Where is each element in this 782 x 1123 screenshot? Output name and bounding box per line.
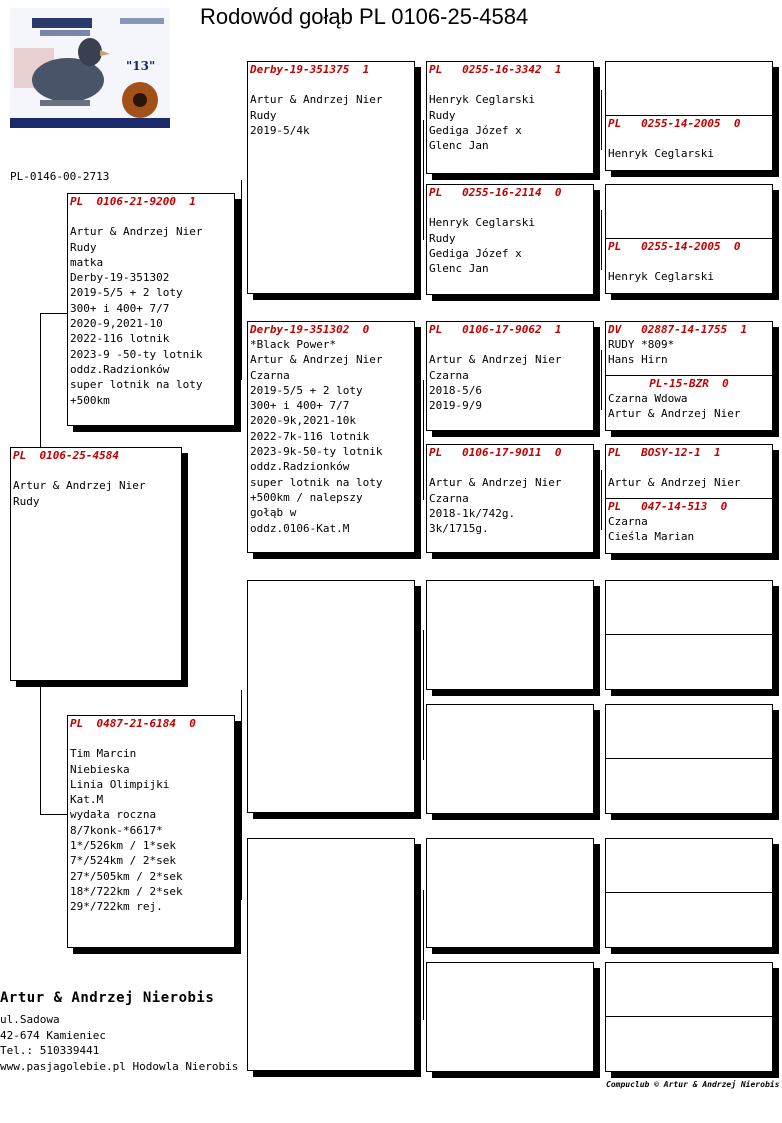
ring-number: PL-15-BZR 0 — [649, 377, 729, 390]
gen4-box[interactable] — [605, 61, 773, 117]
gen4-box[interactable] — [605, 321, 773, 377]
ring-number: PL 047-14-513 0 — [608, 500, 728, 513]
pigeon-details: *Black Power* Artur & Andrzej Nier Czarna 2019-5/5 + 2 loty 300+ i 400+ 7/7 2020-9k,2021-10k 2022-7k-116 lotnik 2023-9k-50-ty lotnik oddz.Radzionków super lotnik na loty +500km / nalepszy gołąb w oddz.0106-Kat.M — [250, 338, 383, 535]
ring-number — [606, 185, 772, 186]
connector-line — [601, 470, 602, 530]
owner-info — [0, 990, 238, 1074]
ring-number: PL 0255-14-2005 0 — [608, 117, 741, 130]
ggp-sss-box[interactable] — [426, 61, 594, 174]
ring-number: PL 0255-16-3342 1 — [429, 63, 562, 76]
dam-sire-box[interactable] — [247, 580, 415, 813]
ring-number: PL 0106-17-9011 0 — [429, 446, 562, 459]
dam-box[interactable] — [67, 715, 235, 948]
connector-line — [40, 313, 68, 314]
ring-number: PL 0106-21-9200 1 — [70, 195, 196, 208]
connector-line — [423, 120, 424, 240]
gen4-empty-box[interactable] — [605, 634, 773, 690]
dam-dam-box[interactable] — [247, 838, 415, 1071]
owner-street: ul.Sadowa — [0, 1013, 60, 1026]
ring-number: PL 0255-16-2114 0 — [429, 186, 562, 199]
connector-line — [601, 210, 602, 270]
pigeon-details: Tim Marcin Niebieska Linia Olimpijki Kat.M wydała roczna 8/7konk-*6617* 1*/526km / 1*sek 7*/524km / 2*sek 27*/505km / 2*sek 18*/722km / 2*sek 29*/722km rej. — [70, 747, 183, 914]
pigeon-details: Artur & Andrzej Nier — [608, 476, 741, 490]
gen4-box[interactable] — [605, 184, 773, 240]
pigeon-details: Czarna Wdowa Artur & Andrzej Nier — [608, 392, 741, 421]
pigeon-details: Henryk Ceglarski Rudy Gediga Józef x Glenc Jan — [429, 216, 535, 276]
owner-phone: Tel.: 510339441 — [0, 1044, 100, 1057]
ring-number: PL BOSY-12-1 1 — [608, 446, 721, 459]
ggp-ssd-box[interactable] — [426, 184, 594, 295]
ggp-empty-box[interactable] — [426, 962, 594, 1072]
pigeon-details: Henryk Ceglarski Rudy Gediga Józef x Glenc Jan — [429, 93, 535, 153]
ggp-sdd-box[interactable] — [426, 444, 594, 553]
gen4-empty-box[interactable] — [605, 580, 773, 636]
gen4-box[interactable] — [605, 238, 773, 294]
owner-website[interactable]: www.pasjagolebie.pl Hodowla Nierobis — [0, 1059, 239, 1073]
pigeon-details: Artur & Andrzej Nier Czarna 2018-5/6 2019-9/9 — [429, 353, 562, 413]
pigeon-details: RUDY *809* Hans Hirn — [608, 338, 675, 367]
sire-box[interactable] — [67, 193, 235, 426]
owner-city: 42-674 Kamieniec — [0, 1028, 106, 1042]
pigeon-details: Henryk Ceglarski — [608, 147, 714, 161]
gen4-empty-box[interactable] — [605, 962, 773, 1018]
page-title: Rodowód gołąb PL 0106-25-4584 — [200, 4, 529, 29]
ring-number: PL 0487-21-6184 0 — [70, 717, 196, 730]
gen4-empty-box[interactable] — [605, 704, 773, 760]
small-id: PL-0146-00-2713 — [10, 170, 110, 183]
pigeon-details: Artur & Andrzej Nier Rudy 2019-5/4k — [250, 93, 383, 137]
sire-dam-box[interactable] — [247, 321, 415, 553]
pigeon-details: Czarna Cieśla Marian — [608, 515, 695, 544]
ring-number: Derby-19-351302 0 — [250, 323, 370, 336]
ggp-empty-box[interactable] — [426, 704, 594, 814]
owner-name: Artur & Andrzej Nierobis — [0, 990, 215, 1006]
connector-line — [241, 690, 242, 900]
club-logo — [10, 8, 170, 128]
ggp-empty-box[interactable] — [426, 580, 594, 690]
software-credit: Compuclub © Artur & Andrzej Nierobis — [606, 1080, 780, 1089]
connector-line — [423, 890, 424, 1020]
ggp-sds-box[interactable] — [426, 321, 594, 431]
connector-line — [40, 313, 41, 450]
subject-pigeon-box[interactable] — [10, 447, 182, 681]
connector-line — [40, 814, 68, 815]
connector-line — [423, 630, 424, 760]
ggp-empty-box[interactable] — [426, 838, 594, 948]
svg-text:"13": "13" — [126, 59, 156, 73]
connector-line — [601, 350, 602, 410]
gen4-box[interactable] — [605, 375, 773, 431]
ring-number: PL 0106-25-4584 — [13, 449, 119, 462]
ring-number: Derby-19-351375 1 — [250, 63, 370, 76]
pigeon-details: Henryk Ceglarski — [608, 270, 714, 284]
connector-line — [40, 686, 41, 814]
sire-sire-box[interactable] — [247, 61, 415, 294]
connector-line — [601, 90, 602, 150]
connector-line — [241, 180, 242, 380]
ring-number: PL 0106-17-9062 1 — [429, 323, 562, 336]
gen4-empty-box[interactable] — [605, 758, 773, 814]
pigeon-details: Artur & Andrzej Nier Rudy — [13, 479, 146, 508]
gen4-box[interactable] — [605, 444, 773, 500]
gen4-box[interactable] — [605, 115, 773, 171]
gen4-empty-box[interactable] — [605, 838, 773, 894]
ring-number: DV 02887-14-1755 1 — [608, 323, 748, 336]
pigeon-details: Artur & Andrzej Nier Czarna 2018-1k/742g. 3k/1715g. — [429, 476, 562, 536]
connector-line — [423, 380, 424, 500]
gen4-empty-box[interactable] — [605, 892, 773, 948]
gen4-empty-box[interactable] — [605, 1016, 773, 1072]
ring-number — [606, 62, 772, 63]
pigeon-details: Artur & Andrzej Nier Rudy matka Derby-19-351302 2019-5/5 + 2 loty 300+ i 400+ 7/7 2020-9,2021-10 2022-116 lotnik 2023-9 -50-ty lotnik oddz.Radzionków super lotnik na loty +500km — [70, 225, 203, 407]
ring-number: PL 0255-14-2005 0 — [608, 240, 741, 253]
gen4-box[interactable] — [605, 498, 773, 554]
